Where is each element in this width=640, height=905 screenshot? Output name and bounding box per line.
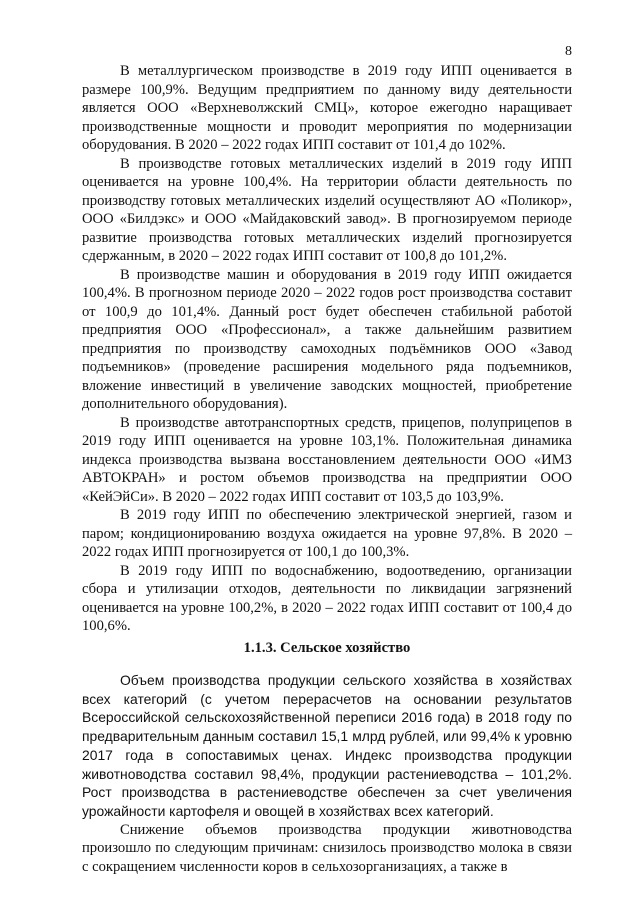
paragraph-vehicles: В производстве автотранспортных средств, прицепов, полуприцепов в 2019 году ИПП оценивается на уровне 103,1%. Положительная динамика индекса производства вызвана восстановлением деятельности ООО «ИМЗ АВТОКРАН» и ростом объемов производства на предприятии ООО «КейЭйСи». В 2020 – 2022 годах ИПП составит от 103,5 до 103,9%. — [82, 414, 572, 505]
paragraph-metal-products: В производстве готовых металлических изделий в 2019 году ИПП оценивается на уровне 100,4%. На территории области деятельность по производству готовых металлических изделий осуществляют АО «Поликор», ООО «Билдэкс» и ООО «Майдаковский завод». В прогнозируемом периоде развитие производства готовых металлических изделий прогнозируется сдержанным, в 2020 – 2022 годах ИПП составит от 100,8 до 101,2%. — [82, 155, 572, 264]
document-body — [82, 62, 572, 876]
section-heading: 1.1.3. Сельское хозяйство — [243, 639, 411, 656]
paragraph-metallurgy: В металлургическом производстве в 2019 году ИПП оценивается в размере 100,9%. Ведущим предприятием по данному виду деятельности является ООО «Верхневолжский СМЦ», которое ежегодно наращивает производственные мощности и проводит мероприятия по модернизации оборудования. В 2020 – 2022 годах ИПП составит от 101,4 до 102%. — [82, 63, 572, 153]
paragraph-agriculture-volume: Объем производства продукции сельского хозяйства в хозяйствах всех категорий (с учетом перерасчетов на основании результатов Всероссийской сельскохозяйственной переписи 2016 года) в 2018 году по предварительным данным составил 15,1 млрд рублей, или 99,4% к уровню 2017 года в сопоставимых ценах. Индекс производства продукции животноводства составил 98,4%, продукции растениеводства – 101,2%. Рост производства в растениеводстве обеспечен за счет увеличения урожайности картофеля и овощей в хозяйствах всех категорий. — [82, 672, 572, 819]
page-number: 8 — [565, 44, 572, 59]
paragraph-water-supply: В 2019 году ИПП по водоснабжению, водоотведению, организации сбора и утилизации отходов, деятельности по ликвидации загрязнений оценивается на уровне 100,2%, в 2020 – 2022 годах ИПП составит от 100,4 до 100,6%. — [82, 562, 572, 634]
paragraph-livestock-decline: Снижение объемов производства продукции животноводства произошло по следующим причинам: снизилось производство молока в связи с сокращением численности коров в сельхозорганизациях, а также в — [82, 821, 572, 875]
paragraph-energy: В 2019 году ИПП по обеспечению электрической энергией, газом и паром; кондиционированию воздуха ожидается на уровне 97,8%. В 2020 – 2022 годах ИПП прогнозируется от 100,1 до 100,3%. — [82, 507, 572, 560]
paragraph-machinery: В производстве машин и оборудования в 2019 году ИПП ожидается 100,4%. В прогнозном периоде 2020 – 2022 годов рост производства составит от 100,9 до 101,4%. Данный рост будет обеспечен стабильной работой предприятия ООО «Профессионал», а также дальнейшим развитием предприятия по производству самоходных подъёмников ООО «Завод подъемников» (проведение расширения модельного ряда подъемников, вложение инвестиций в увеличение заводских мощностей, приобретение дополнительного оборудования). — [82, 266, 572, 412]
